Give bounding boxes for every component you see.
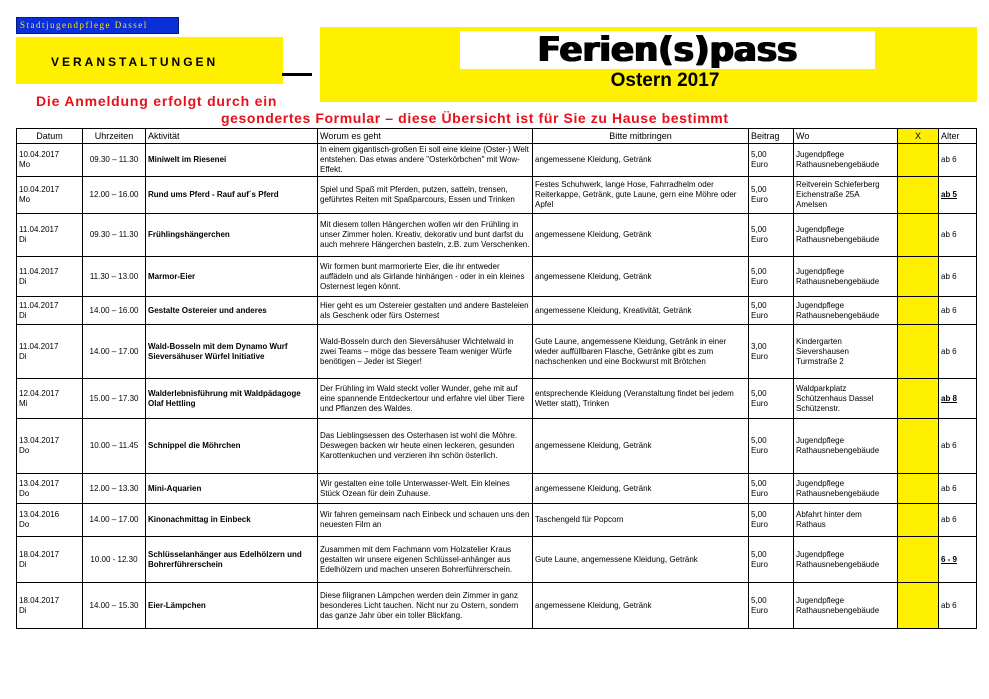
cell-mitbringen: angemessene Kleidung, Getränk [533, 474, 749, 504]
col-header-uhrzeiten: Uhrzeiten [83, 129, 146, 144]
cell-beschreibung: Diese filigranen Lämpchen werden dein Zimmer in ganz besonderes Licht tauchen. Nicht nur zu Ostern, sondern das ganze Jahr über ein toller Blickfang. [318, 583, 533, 629]
cell-alter: ab 6 [939, 257, 977, 297]
cell-datum: 11.04.2017 Di [17, 214, 83, 257]
cell-anmeldung-x [898, 504, 939, 537]
cell-anmeldung-x [898, 297, 939, 325]
page-subtitle: Ostern 2017 [610, 70, 720, 91]
table-row [17, 419, 977, 474]
cell-uhrzeit: 14.00 – 15.30 [83, 583, 146, 629]
cell-beschreibung: Wir gestalten eine tolle Unterwasser-Welt. Ein kleines Stück Ozean für dein Zuhause. [318, 474, 533, 504]
cell-alter: ab 6 [939, 214, 977, 257]
cell-beschreibung: Spiel und Spaß mit Pferden, putzen, satteln, trensen, geführtes Reiten mit Spaßparcours, Essen und Trinken [318, 177, 533, 214]
cell-beschreibung: Mit diesem tollen Hängerchen wollen wir den Frühling in unser Zimmer holen. Kreativ, dekorativ und bunt darfst du auch mehrere Hängerchen basteln, z.B. zum Verschenken. [318, 214, 533, 257]
cell-anmeldung-x [898, 379, 939, 419]
cell-ort: Jugendpflege Rathausnebengebäude [794, 144, 898, 177]
cell-uhrzeit: 10.00 - 12.30 [83, 537, 146, 583]
table-body [17, 144, 977, 629]
cell-beschreibung: Zusammen mit dem Fachmann vom Holzatelier Kraus gestalten wir unsere eigenen Schlüssel-anhänger aus Edelhölzern und machen unseren Bohrerführerschein. [318, 537, 533, 583]
table-row [17, 583, 977, 629]
col-header-beitrag: Beitrag [749, 129, 794, 144]
org-banner [16, 17, 179, 34]
table-row [17, 257, 977, 297]
cell-aktivitaet: Frühlingshängerchen [146, 214, 318, 257]
cell-uhrzeit: 14.00 – 16.00 [83, 297, 146, 325]
cell-aktivitaet: Kinonachmittag in Einbeck [146, 504, 318, 537]
cell-anmeldung-x [898, 214, 939, 257]
cell-beitrag: 5,00 Euro [749, 214, 794, 257]
cell-ort: Jugendpflege Rathausnebengebäude [794, 537, 898, 583]
cell-alter: ab 6 [939, 504, 977, 537]
cell-anmeldung-x [898, 177, 939, 214]
cell-aktivitaet: Rund ums Pferd - Rauf auf´s Pferd [146, 177, 318, 214]
org-name: Stadtjugendpflege Dassel [20, 20, 148, 30]
cell-alter: ab 6 [939, 144, 977, 177]
cell-mitbringen: entsprechende Kleidung (Veranstaltung findet bei jedem Wetter statt), Trinken [533, 379, 749, 419]
table-row [17, 325, 977, 379]
cell-aktivitaet: Walderlebnisführung mit Waldpädagoge Olaf Hettling [146, 379, 318, 419]
cell-beitrag: 5,00 Euro [749, 257, 794, 297]
cell-datum: 18.04.2017 Di [17, 537, 83, 583]
cell-alter: ab 8 [939, 379, 977, 419]
cell-beitrag: 5,00 Euro [749, 537, 794, 583]
col-header-x: X [898, 129, 939, 144]
cell-aktivitaet: Mini-Aquarien [146, 474, 318, 504]
cell-mitbringen: angemessene Kleidung, Getränk [533, 214, 749, 257]
cell-beschreibung: Wald-Bosseln durch den Sieversähuser Wichtelwald in zwei Teams – möge das bessere Team weniger Würfe benötigen – Jeder ist Sieger! [318, 325, 533, 379]
cell-ort: Kindergarten Sievershausen Turmstraße 2 [794, 325, 898, 379]
cell-datum: 11.04.2017 Di [17, 325, 83, 379]
cell-mitbringen: angemessene Kleidung, Getränk [533, 257, 749, 297]
table-header-row [17, 129, 977, 144]
cell-uhrzeit: 14.00 – 17.00 [83, 504, 146, 537]
cell-anmeldung-x [898, 419, 939, 474]
table-row [17, 474, 977, 504]
section-banner [16, 37, 283, 84]
col-header-wo: Wo [794, 129, 898, 144]
cell-mitbringen: Gute Laune, angemessene Kleidung, Getränk [533, 537, 749, 583]
cell-alter: ab 6 [939, 474, 977, 504]
cell-ort: Jugendpflege Rathausnebengebäude [794, 257, 898, 297]
cell-datum: 13.04.2017 Do [17, 474, 83, 504]
cell-beitrag: 5,00 Euro [749, 297, 794, 325]
cell-datum: 13.04.2016 Do [17, 504, 83, 537]
cell-ort: Reitverein Schieferberg Eichenstraße 25A Amelsen [794, 177, 898, 214]
cell-beschreibung: Der Frühling im Wald steckt voller Wunder, gehe mit auf eine spannende Entdeckertour und erfahre viel über Tiere und Pflanzen des Waldes. [318, 379, 533, 419]
table-row [17, 144, 977, 177]
cell-alter: ab 5 [939, 177, 977, 214]
section-label-box [35, 46, 265, 76]
cell-mitbringen: Gute Laune, angemessene Kleidung, Getränk in einer wieder auffüllbaren Flasche, Getränke gibt es zum nachschenken und eine Bockwurst mit Brötchen [533, 325, 749, 379]
cell-anmeldung-x [898, 583, 939, 629]
cell-beitrag: 5,00 Euro [749, 177, 794, 214]
table-row [17, 297, 977, 325]
events-table [16, 128, 977, 629]
cell-beschreibung: Das Lieblingsessen des Osterhasen ist wohl die Möhre. Deswegen backen wir heute einen leckeren, gesunden Karottenkuchen und verzieren ihn schön österlich. [318, 419, 533, 474]
cell-aktivitaet: Schnippel die Möhrchen [146, 419, 318, 474]
cell-alter: ab 6 [939, 297, 977, 325]
col-header-mitbringen: Bitte mitbringen [533, 129, 749, 144]
cell-beitrag: 5,00 Euro [749, 504, 794, 537]
cell-beitrag: 5,00 Euro [749, 419, 794, 474]
cell-uhrzeit: 09.30 – 11.30 [83, 144, 146, 177]
cell-beitrag: 5,00 Euro [749, 583, 794, 629]
cell-beschreibung: Wir formen bunt marmorierte Eier, die ihr entweder auffädeln und als Girlande hinhängen - oder in ein kleines Osternest legen könnt. [318, 257, 533, 297]
cell-uhrzeit: 09.30 – 11.30 [83, 214, 146, 257]
cell-uhrzeit: 15.00 – 17.30 [83, 379, 146, 419]
cell-anmeldung-x [898, 144, 939, 177]
table-row [17, 177, 977, 214]
notice-line-2: gesondertes Formular – diese Übersicht ist für Sie zu Hause bestimmt [221, 110, 729, 126]
cell-uhrzeit: 10.00 – 11.45 [83, 419, 146, 474]
cell-ort: Jugendpflege Rathausnebengebäude [794, 214, 898, 257]
cell-datum: 13.04.2017 Do [17, 419, 83, 474]
cell-aktivitaet: Gestalte Ostereier und anderes [146, 297, 318, 325]
cell-uhrzeit: 12.00 – 16.00 [83, 177, 146, 214]
cell-ort: Waldparkplatz Schützenhaus Dassel Schützenstr. [794, 379, 898, 419]
col-header-datum: Datum [17, 129, 83, 144]
notice-line-1: Die Anmeldung erfolgt durch ein [36, 93, 278, 109]
cell-aktivitaet: Schlüsselanhänger aus Edelhölzern und Bohrerführerschein [146, 537, 318, 583]
cell-aktivitaet: Wald-Bosseln mit dem Dynamo Wurf Sieversähuser Würfel Initiative [146, 325, 318, 379]
cell-mitbringen: angemessene Kleidung, Getränk [533, 144, 749, 177]
cell-datum: 10.04.2017 Mo [17, 144, 83, 177]
cell-beschreibung: Wir fahren gemeinsam nach Einbeck und schauen uns den neuesten Film an [318, 504, 533, 537]
cell-aktivitaet: Eier-Lämpchen [146, 583, 318, 629]
ferienspass-logo [460, 31, 875, 69]
cell-anmeldung-x [898, 257, 939, 297]
cell-beschreibung: In einem gigantisch-großen Ei soll eine kleine (Oster-) Welt entstehen. Das etwas andere "Osterkörbchen" mit Wow-Effekt. [318, 144, 533, 177]
cell-beitrag: 5,00 Euro [749, 144, 794, 177]
table-row [17, 379, 977, 419]
cell-uhrzeit: 14.00 – 17.00 [83, 325, 146, 379]
cell-beschreibung: Hier geht es um Ostereier gestalten und andere Basteleien als Geschenk oder fürs Osternest [318, 297, 533, 325]
cell-mitbringen: Festes Schuhwerk, lange Hose, Fahrradhelm oder Reiterkappe, Getränk, gute Laune, gern eine Möhre oder Apfel [533, 177, 749, 214]
cell-datum: 11.04.2017 Di [17, 297, 83, 325]
cell-aktivitaet: Marmor-Eier [146, 257, 318, 297]
cell-ort: Abfahrt hinter dem Rathaus [794, 504, 898, 537]
cell-uhrzeit: 12.00 – 13.30 [83, 474, 146, 504]
cell-ort: Jugendpflege Rathausnebengebäude [794, 474, 898, 504]
table-row [17, 214, 977, 257]
col-header-alter: Alter [939, 129, 977, 144]
logo-text: Ferien(s)pass [537, 30, 798, 70]
cell-ort: Jugendpflege Rathausnebengebäude [794, 583, 898, 629]
cell-ort: Jugendpflege Rathausnebengebäude [794, 297, 898, 325]
table-row [17, 537, 977, 583]
section-title: VERANSTALTUNGEN [51, 55, 219, 69]
cell-mitbringen: angemessene Kleidung, Getränk [533, 583, 749, 629]
divider-line [282, 73, 312, 76]
cell-datum: 12.04.2017 Mi [17, 379, 83, 419]
cell-alter: ab 6 [939, 325, 977, 379]
cell-beitrag: 3,00 Euro [749, 325, 794, 379]
cell-mitbringen: angemessene Kleidung, Kreativität, Getränk [533, 297, 749, 325]
cell-anmeldung-x [898, 325, 939, 379]
cell-datum: 10.04.2017 Mo [17, 177, 83, 214]
cell-alter: ab 6 [939, 583, 977, 629]
cell-datum: 18.04.2017 Di [17, 583, 83, 629]
cell-datum: 11.04.2017 Di [17, 257, 83, 297]
cell-beitrag: 5,00 Euro [749, 474, 794, 504]
cell-mitbringen: angemessene Kleidung, Getränk [533, 419, 749, 474]
cell-uhrzeit: 11.30 – 13.00 [83, 257, 146, 297]
cell-mitbringen: Taschengeld für Popcorn [533, 504, 749, 537]
col-header-aktivitaet: Aktivität [146, 129, 318, 144]
cell-beitrag: 5,00 Euro [749, 379, 794, 419]
cell-alter: ab 6 [939, 419, 977, 474]
cell-anmeldung-x [898, 474, 939, 504]
cell-aktivitaet: Miniwelt im Riesenei [146, 144, 318, 177]
cell-alter: 6 - 9 [939, 537, 977, 583]
cell-ort: Jugendpflege Rathausnebengebäude [794, 419, 898, 474]
col-header-worum: Worum es geht [318, 129, 533, 144]
cell-anmeldung-x [898, 537, 939, 583]
table-row [17, 504, 977, 537]
